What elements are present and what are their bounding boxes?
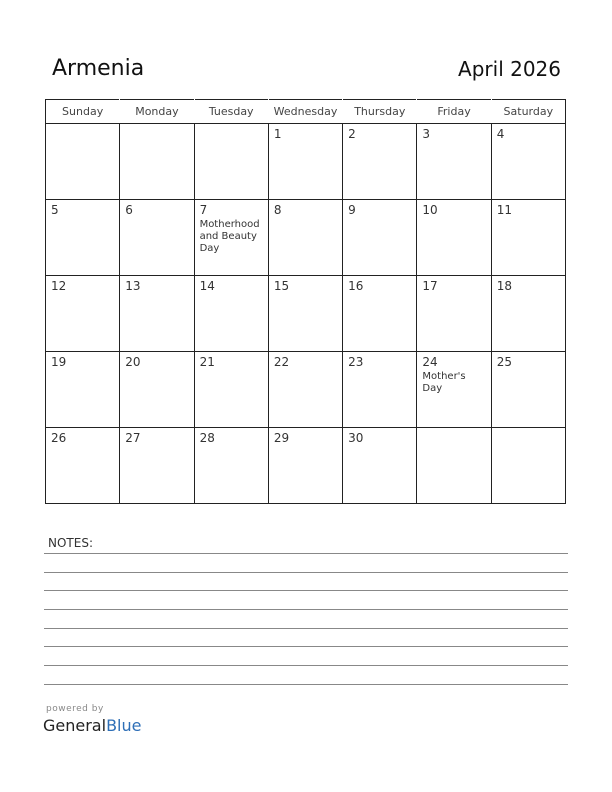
day-number: 26 — [51, 431, 67, 445]
weekday-tuesday: Tuesday — [194, 100, 268, 124]
day-cell — [46, 276, 120, 352]
day-number: 9 — [348, 203, 356, 217]
week-row — [46, 200, 566, 276]
note-line — [44, 684, 568, 685]
day-number: 25 — [496, 355, 512, 369]
holiday-label: Motherhood and Beauty Day — [199, 219, 260, 254]
day-number: 12 — [51, 279, 67, 293]
day-number: 30 — [348, 431, 364, 445]
day-number: 7 — [199, 203, 208, 217]
day-number: 4 — [496, 127, 505, 141]
weekday-thursday: Thursday — [343, 100, 417, 124]
day-cell — [268, 428, 342, 504]
day-cell — [194, 276, 268, 352]
day-number: 17 — [422, 279, 438, 293]
day-cell — [120, 352, 194, 428]
generalblue-logo[interactable] — [43, 716, 141, 735]
day-cell — [46, 200, 120, 276]
day-number: 21 — [199, 355, 215, 369]
day-cell — [268, 200, 342, 276]
day-cell — [194, 352, 268, 428]
day-number: 1 — [273, 127, 282, 141]
week-row — [46, 124, 566, 200]
day-number: 24 — [422, 355, 438, 369]
weekday-sunday: Sunday — [46, 100, 120, 124]
day-cell — [417, 352, 491, 428]
day-cell — [46, 352, 120, 428]
day-cell — [491, 200, 565, 276]
day-number: 2 — [348, 127, 356, 141]
week-row — [46, 428, 566, 504]
day-cell — [268, 124, 342, 200]
day-cell — [268, 276, 342, 352]
day-cell — [343, 200, 417, 276]
weekday-monday: Monday — [120, 100, 194, 124]
day-cell — [417, 200, 491, 276]
day-cell — [491, 352, 565, 428]
day-cell — [120, 200, 194, 276]
day-number: 14 — [199, 279, 215, 293]
day-cell — [417, 428, 491, 504]
day-number: 15 — [273, 279, 290, 293]
holiday-label: Mother's Day — [422, 371, 466, 394]
country-title: Armenia — [52, 56, 145, 81]
day-cell — [343, 428, 417, 504]
calendar-grid — [45, 99, 566, 504]
day-number: 3 — [422, 127, 431, 141]
day-cell — [268, 352, 342, 428]
day-cell — [194, 428, 268, 504]
month-title: April 2026 — [458, 57, 561, 81]
day-cell — [491, 428, 565, 504]
weekday-friday: Friday — [417, 100, 491, 124]
week-row — [46, 276, 566, 352]
note-line — [44, 553, 568, 554]
day-cell — [343, 124, 417, 200]
weekday-header-row — [46, 100, 566, 124]
day-number: 8 — [273, 203, 282, 217]
week-row — [46, 352, 566, 428]
day-cell — [491, 276, 565, 352]
day-cell — [343, 352, 417, 428]
day-cell — [194, 200, 268, 276]
day-cell — [194, 124, 268, 200]
day-number: 10 — [422, 203, 438, 217]
brand-general: General — [43, 716, 107, 735]
day-cell — [120, 428, 194, 504]
day-cell — [343, 276, 417, 352]
day-cell — [417, 124, 491, 200]
note-line — [44, 590, 568, 591]
day-cell — [120, 276, 194, 352]
weekday-saturday: Saturday — [491, 100, 565, 124]
day-number: 19 — [51, 355, 67, 369]
day-cell — [46, 428, 120, 504]
day-cell — [491, 124, 565, 200]
day-number: 20 — [125, 355, 141, 369]
note-line — [44, 628, 568, 629]
weekday-wednesday: Wednesday — [268, 100, 342, 124]
note-line — [44, 665, 568, 666]
day-number: 6 — [125, 203, 133, 217]
day-cell — [120, 124, 194, 200]
note-line — [44, 609, 568, 610]
day-number: 11 — [496, 203, 512, 217]
day-number: 23 — [348, 355, 364, 369]
powered-by-text: powered by — [46, 704, 104, 714]
day-number: 27 — [125, 431, 141, 445]
day-number: 22 — [273, 355, 290, 369]
day-number: 18 — [496, 279, 512, 293]
day-number: 28 — [199, 431, 215, 445]
brand-blue: Blue — [106, 716, 142, 735]
day-number: 29 — [273, 431, 290, 445]
note-line — [44, 646, 568, 647]
day-number: 16 — [348, 279, 364, 293]
day-cell — [46, 124, 120, 200]
day-cell — [417, 276, 491, 352]
day-number: 5 — [51, 203, 59, 217]
note-line — [44, 572, 568, 573]
day-number: 13 — [125, 279, 141, 293]
notes-label: NOTES: — [48, 536, 93, 550]
